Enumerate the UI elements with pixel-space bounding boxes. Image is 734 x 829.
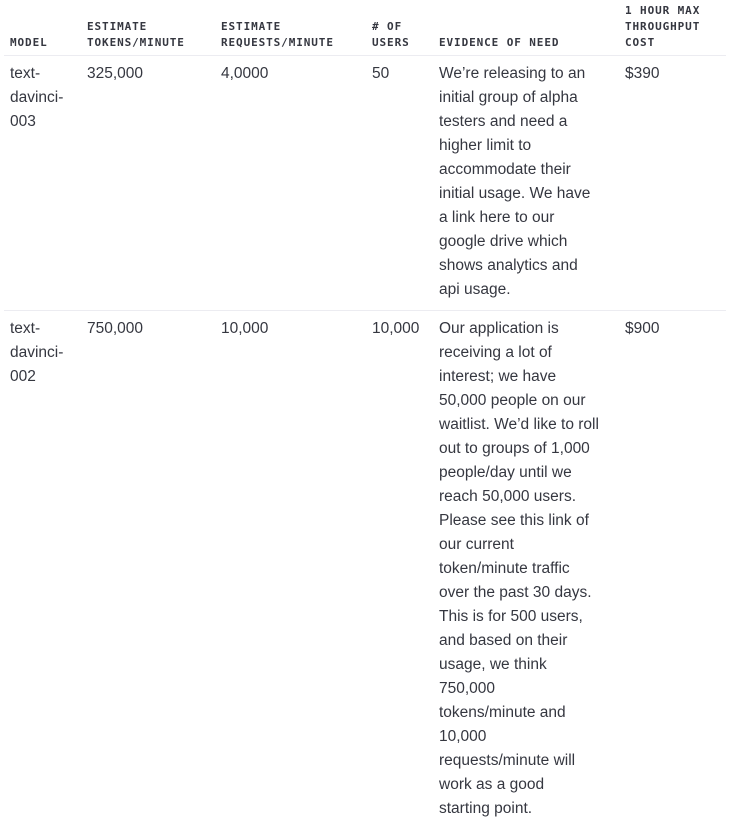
header-cost-line: 1 HOUR MAX	[625, 3, 720, 19]
model-line: 003	[10, 110, 75, 134]
evidence-line: a link here to our	[439, 206, 609, 230]
evidence-line: Our application is	[439, 317, 609, 341]
cell-requests-per-minute: 10,000	[215, 311, 366, 829]
evidence-line: waitlist. We’d like to roll	[439, 413, 609, 437]
evidence-line: people/day until we	[439, 461, 609, 485]
header-requests-line: ESTIMATE	[221, 19, 360, 35]
header-cost-line: THROUGHPUT	[625, 19, 720, 35]
header-row	[4, 0, 726, 56]
evidence-line: interest; we have	[439, 365, 609, 389]
cell-cost: $900	[619, 311, 726, 829]
model-line: davinci-	[10, 341, 75, 365]
header-model-line: MODEL	[10, 35, 75, 51]
model-line: text-	[10, 62, 75, 86]
header-requests-line: REQUESTS/MINUTE	[221, 35, 360, 51]
evidence-line: work as a good	[439, 773, 609, 797]
evidence-line: 10,000	[439, 725, 609, 749]
table-body	[4, 56, 726, 829]
header-number-of-users	[366, 0, 433, 56]
header-model	[4, 0, 81, 56]
header-tokens-line: TOKENS/MINUTE	[87, 35, 209, 51]
cell-evidence-of-need	[433, 311, 619, 829]
evidence-line: api usage.	[439, 278, 609, 302]
cell-model	[4, 311, 81, 829]
header-estimate-requests-per-minute	[215, 0, 366, 56]
evidence-line: 750,000	[439, 677, 609, 701]
header-tokens-line: ESTIMATE	[87, 19, 209, 35]
evidence-line: and based on their	[439, 629, 609, 653]
cell-tokens-per-minute: 325,000	[81, 56, 215, 311]
evidence-line: accommodate their	[439, 158, 609, 182]
evidence-line: starting point.	[439, 797, 609, 821]
evidence-line: tokens/minute and	[439, 701, 609, 725]
header-evidence-of-need	[433, 0, 619, 56]
evidence-line: higher limit to	[439, 134, 609, 158]
rate-limit-request-table	[4, 0, 726, 829]
evidence-line: shows analytics and	[439, 254, 609, 278]
header-cost-line: COST	[625, 35, 720, 51]
evidence-line: receiving a lot of	[439, 341, 609, 365]
evidence-line: Please see this link of	[439, 509, 609, 533]
model-line: text-	[10, 317, 75, 341]
evidence-line: initial usage. We have	[439, 182, 609, 206]
table-header	[4, 0, 726, 56]
evidence-line: token/minute traffic	[439, 557, 609, 581]
table-row	[4, 56, 726, 311]
evidence-line: requests/minute will	[439, 749, 609, 773]
table-row	[4, 311, 726, 829]
cell-evidence-of-need	[433, 56, 619, 311]
evidence-line: 50,000 people on our	[439, 389, 609, 413]
header-estimate-tokens-per-minute	[81, 0, 215, 56]
evidence-line: initial group of alpha	[439, 86, 609, 110]
header-evidence-line: EVIDENCE OF NEED	[439, 35, 613, 51]
cell-requests-per-minute: 4,0000	[215, 56, 366, 311]
header-users-line: # OF	[372, 19, 427, 35]
cell-cost: $390	[619, 56, 726, 311]
header-users-line: USERS	[372, 35, 427, 51]
evidence-line: reach 50,000 users.	[439, 485, 609, 509]
evidence-line: This is for 500 users,	[439, 605, 609, 629]
evidence-line: google drive which	[439, 230, 609, 254]
evidence-line: over the past 30 days.	[439, 581, 609, 605]
model-line: davinci-	[10, 86, 75, 110]
cell-users: 50	[366, 56, 433, 311]
model-line: 002	[10, 365, 75, 389]
evidence-line: out to groups of 1,000	[439, 437, 609, 461]
cell-tokens-per-minute: 750,000	[81, 311, 215, 829]
evidence-line: We’re releasing to an	[439, 62, 609, 86]
evidence-line: usage, we think	[439, 653, 609, 677]
evidence-line: our current	[439, 533, 609, 557]
header-max-throughput-cost	[619, 0, 726, 56]
evidence-line: testers and need a	[439, 110, 609, 134]
cell-users: 10,000	[366, 311, 433, 829]
cell-model	[4, 56, 81, 311]
